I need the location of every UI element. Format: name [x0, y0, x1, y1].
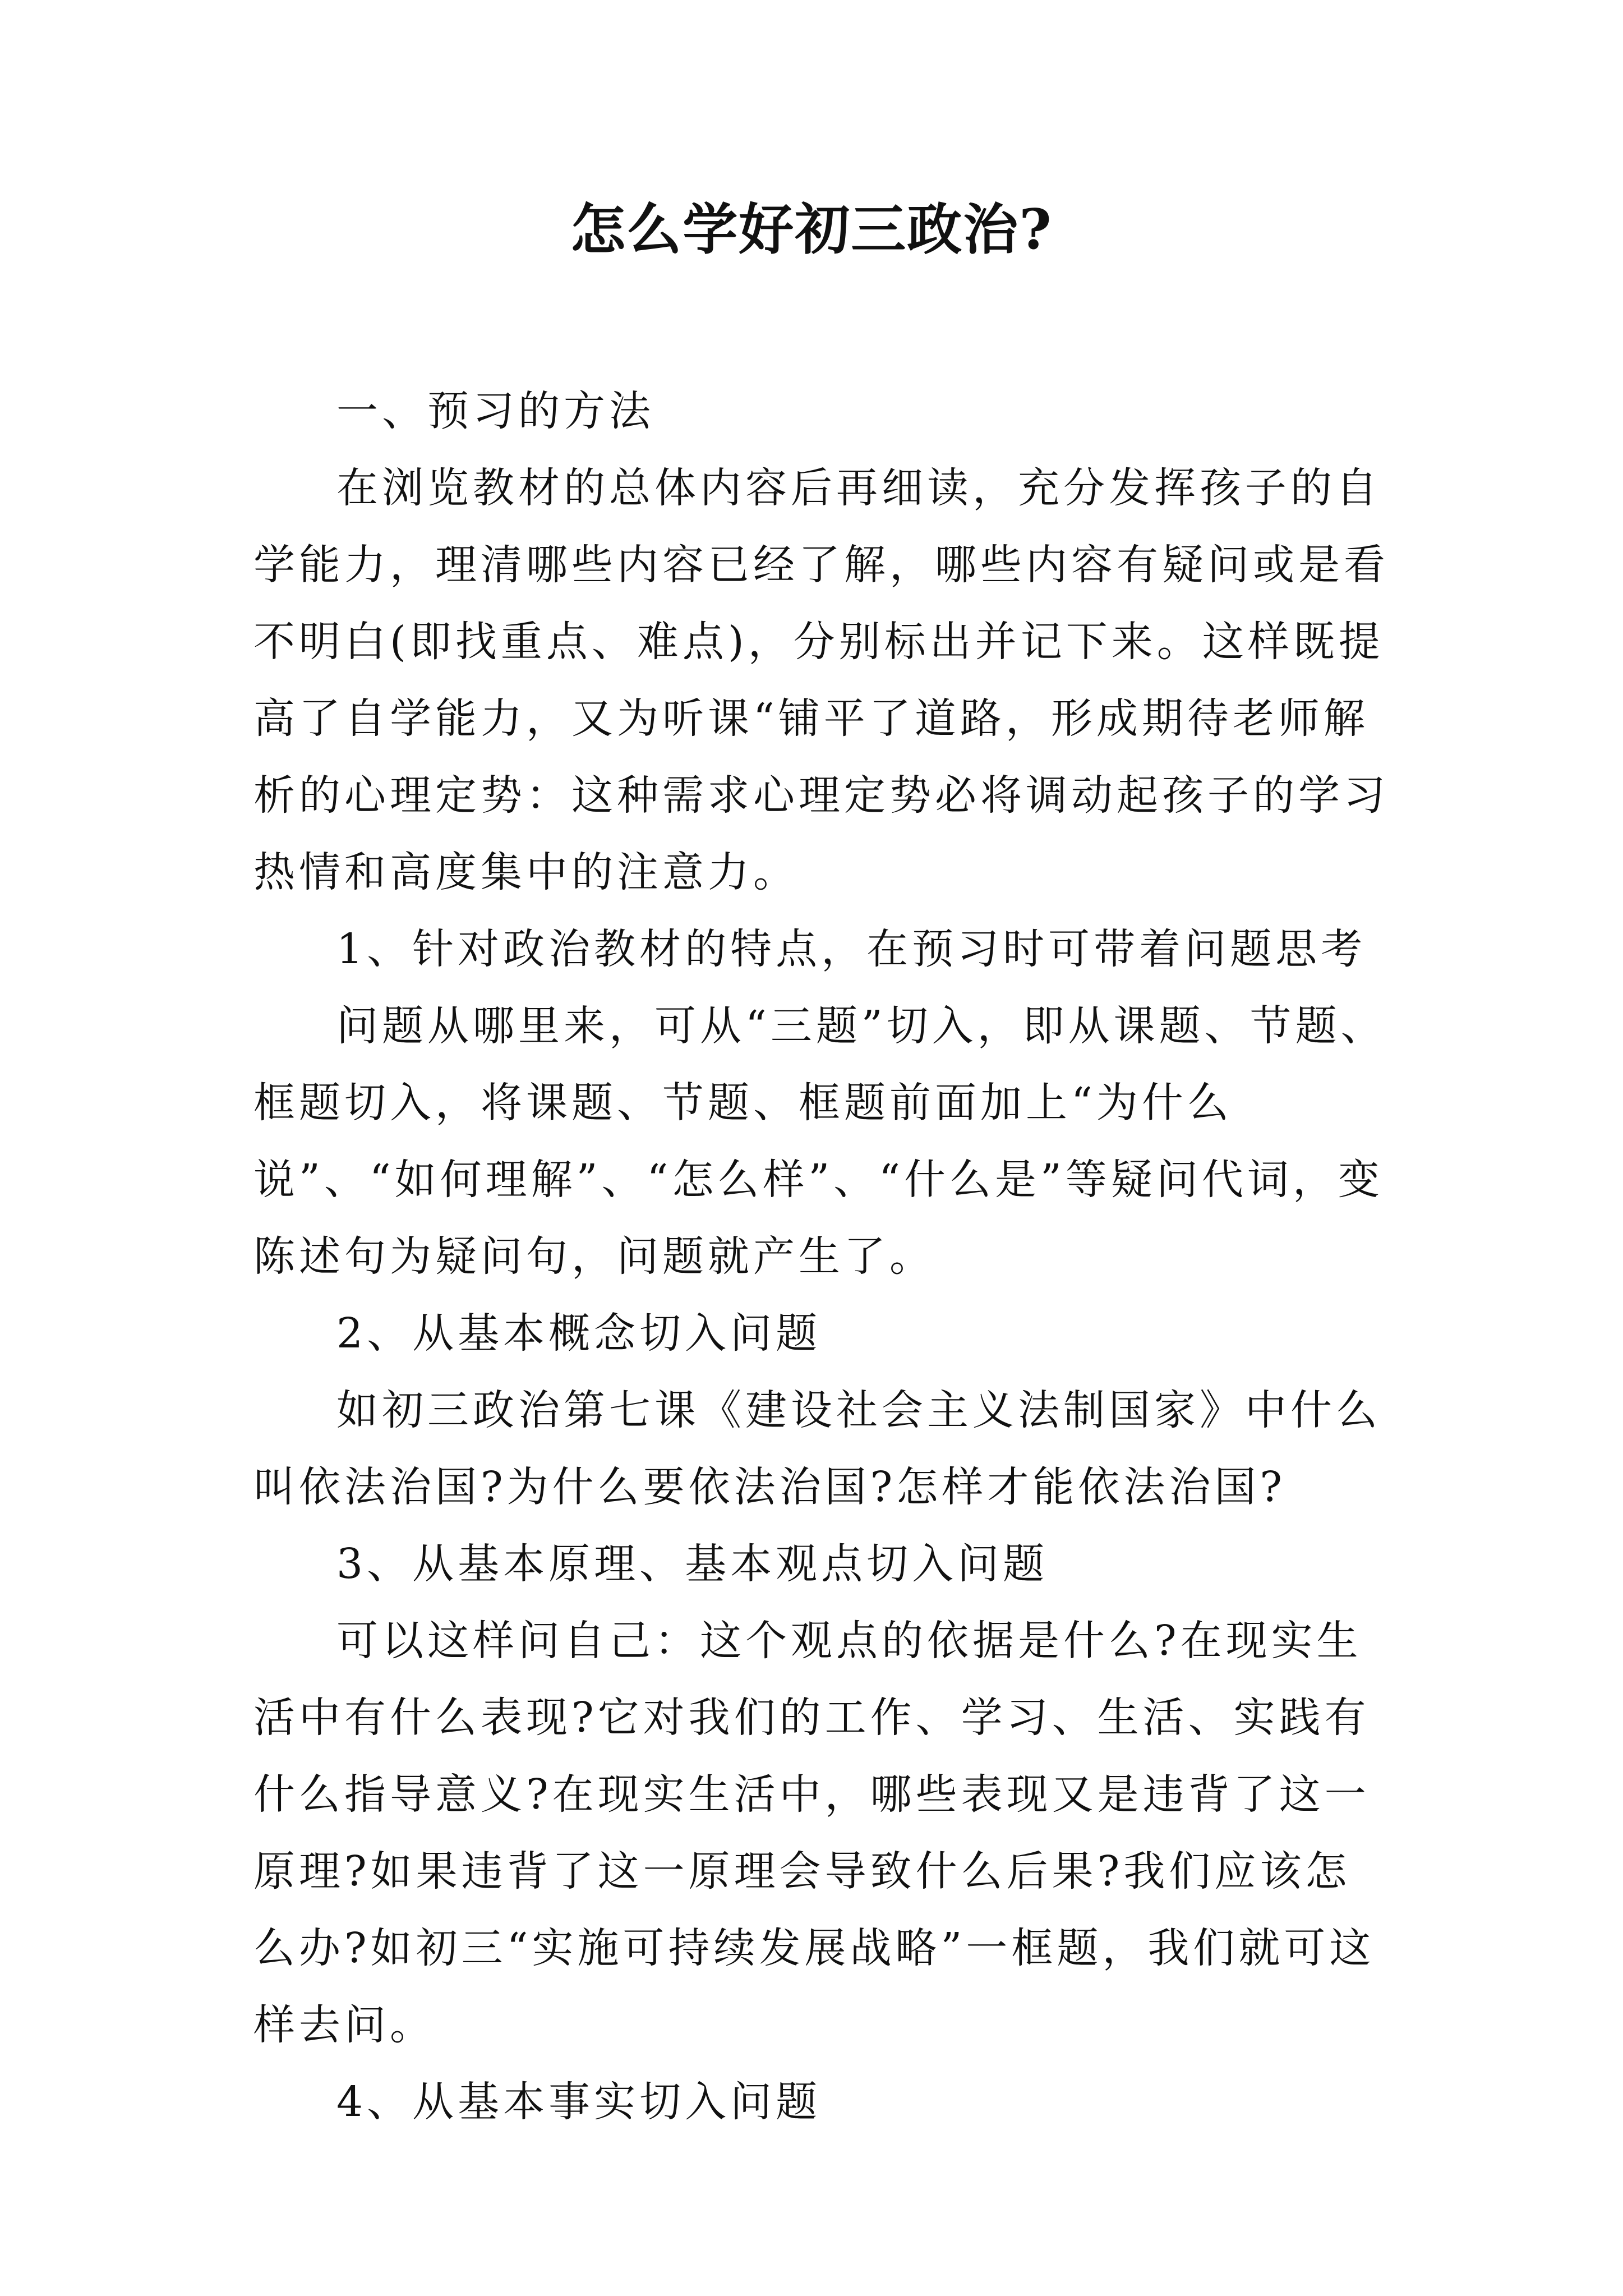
paragraph-question-approach: 问题从哪里来，可从“三题”切入，即从课题、节题、框题切入，将课题、节题、框题前面加上“为什么说”、“如何理解”、“怎么样”、“什么是”等疑问代词，变陈述句为疑问句，问题就产生了。	[253, 1002, 1386, 1281]
paragraph-basic-concepts: 如初三政治第七课《建设社会主义法制国家》中什么叫依法治国?为什么要依法治国?怎样才能依法治国?	[253, 1386, 1381, 1511]
paragraph-preview-method: 在浏览教材的总体内容后再细读，充分发挥孩子的自学能力，理清哪些内容已经了解，哪些内容有疑问或是看不明白(即找重点、难点)，分别标出并记下来。这样既提高了自学能力，又为听课“铺平了道路，形成期待老师解析的心理定势：这种需求心理定势必将调动起孩子的学习热情和高度集中的注意力。	[253, 464, 1389, 896]
document-body	[253, 373, 1392, 2141]
section-heading-preview-method: 一、预习的方法	[336, 387, 654, 435]
subheading-question-approach: 1、针对政治教材的特点，在预习时可带着问题思考	[336, 925, 1367, 973]
subheading-basic-facts: 4、从基本事实切入问题	[336, 2078, 822, 2126]
subheading-basic-concepts: 2、从基本概念切入问题	[336, 1309, 822, 1358]
paragraph-principles-viewpoints: 可以这样问自己：这个观点的依据是什么?在现实生活中有什么表现?它对我们的工作、学习、生活、实践有什么指导意义?在现实生活中，哪些表现又是违背了这一原理?如果违背了这一原理会导致什么后果?我们应该怎么办?如初三“实施可持续发展战略”一框题，我们就可这样去问。	[253, 1617, 1375, 2049]
document-title: 怎么学好初三政治?	[570, 197, 1053, 262]
subheading-principles-viewpoints: 3、从基本原理、基本观点切入问题	[336, 1540, 1049, 1588]
